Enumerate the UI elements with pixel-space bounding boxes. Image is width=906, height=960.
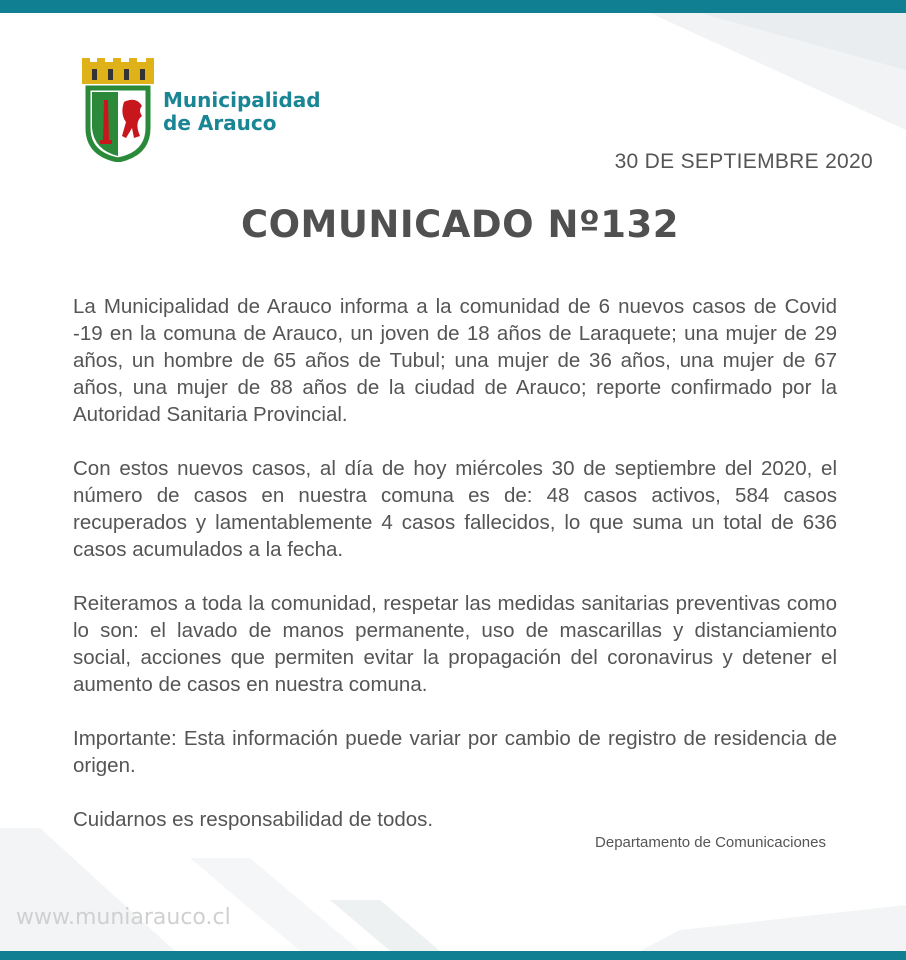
signature-department: Departamento de Comunicaciones [595,834,826,851]
brand-line-2: de Arauco [163,111,277,135]
paragraph-closing: Cuidarnos es responsabilidad de todos. [73,808,434,831]
document-date: 30 DE SEPTIEMBRE 2020 [614,150,873,173]
website-url: www.muniarauco.cl [16,905,231,930]
arauco-coat-of-arms-logo [80,58,156,162]
document-title: COMUNICADO Nº132 [240,203,680,246]
document-body [73,293,837,833]
paragraph-case-totals: Con estos nuevos casos, al día de hoy miércoles 30 de septiembre del 2020, el número de casos en nuestra comuna es de: 48 casos activos, 584 casos recuperados y lamentablemente 4 casos fallecidos, lo que suma un total de 636 casos acumulados a la fecha. [73,457,837,561]
paragraph-important-note: Importante: Esta información puede variar por cambio de registro de residencia de origen. [73,727,837,777]
municipality-brand [163,89,321,135]
paragraph-sanitary-measures: Reiteramos a toda la comunidad, respetar las medidas sanitarias preventivas como lo son: el lavado de manos permanente, uso de mascarillas y distanciamiento social, acciones que permiten evitar la propagación del coronavirus y detener el aumento de casos en nuestra comuna. [73,592,837,696]
bottom-accent-bar [0,951,906,960]
paragraph-new-cases: La Municipalidad de Arauco informa a la comunidad de 6 nuevos casos de Covid -19 en la comuna de Arauco, un joven de 18 años de Laraquete; una mujer de 29 años, un hombre de 65 años de Tubul; una mujer de 36 años, una mujer de 67 años, una mujer de 88 años de la ciudad de Arauco; reporte confirmado por la Autoridad Sanitaria Provincial. [73,295,837,426]
brand-line-1: Municipalidad [163,88,321,112]
